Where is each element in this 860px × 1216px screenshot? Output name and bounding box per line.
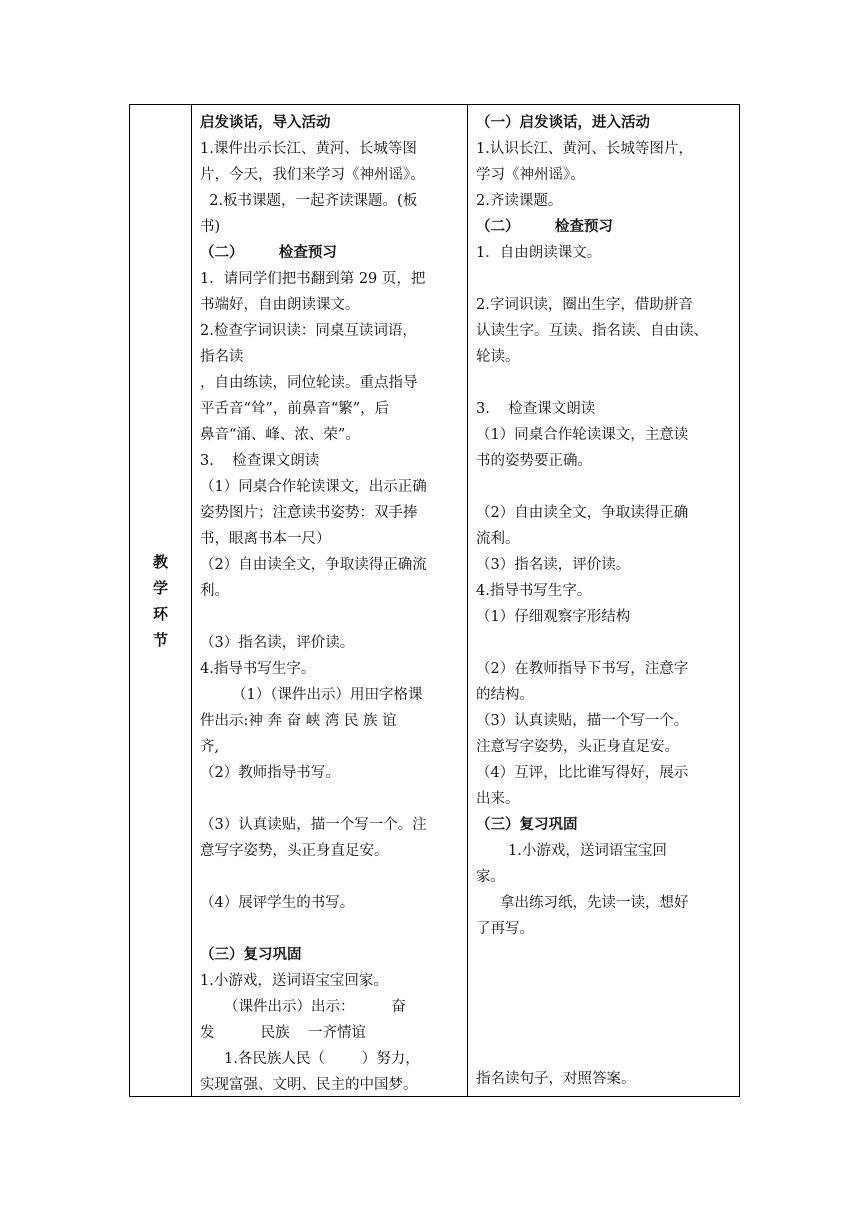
- text-line: 1．自由朗读课文。: [476, 245, 602, 261]
- blank-line: [476, 630, 731, 656]
- text-line: 4.指导书写生字。: [476, 583, 592, 599]
- teacher-activity-cell: [192, 105, 468, 1096]
- text-line: 家。: [476, 869, 505, 885]
- text-line: 流利。: [476, 531, 520, 547]
- student-final-line: 指名读句子，对照答案。: [476, 1071, 636, 1087]
- section-label: [153, 549, 168, 653]
- text-line: 1．请同学们把书翻到第 29 页，把: [200, 271, 426, 287]
- section-label-cell: [130, 105, 192, 1096]
- text-line: 指名读: [200, 349, 244, 365]
- text-line: 2.齐读课题。: [476, 193, 563, 209]
- text-line: 认读生字。互读、指名读、自由读、: [476, 323, 708, 339]
- text-line: 启发谈话，导入活动: [200, 114, 331, 131]
- text-line: 学习《神州谣》。: [476, 167, 585, 183]
- text-line: ，自由练读，同位轮读。重点指导: [200, 375, 418, 391]
- text-line: 平舌音“耸”，前鼻音“繁”，后: [200, 401, 390, 417]
- text-line: （3）认真读贴，描一个写一个。: [476, 713, 689, 729]
- text-line: 2.板书课题，一起齐读课题。(板: [200, 193, 418, 209]
- text-line: （三）复习巩固: [476, 816, 578, 833]
- text-line: （1）（课件出示）用田字格课: [232, 687, 423, 703]
- text-line: 书的姿势要正确。: [476, 453, 592, 469]
- text-line: 出来。: [476, 791, 520, 807]
- text-line: （4）展评学生的书写。: [200, 895, 355, 911]
- student-lines: [476, 110, 731, 942]
- text-line: 1.小游戏，送词语宝宝回家。: [200, 973, 388, 989]
- text-line: 姿势图片；注意读书姿势：双手捧: [200, 505, 418, 521]
- blank-line: [476, 474, 731, 500]
- text-line: 利。: [200, 583, 229, 599]
- text-line: （2）在教师指导下书写，注意字: [476, 661, 689, 677]
- text-line: 片，今天，我们来学习《神州谣》。: [200, 167, 425, 183]
- text-line: 书): [200, 219, 221, 235]
- text-line: 件出示:神 奔 奋 峡 湾 民 族 谊: [200, 713, 397, 729]
- text-line: 1.小游戏，送词语宝宝回: [508, 843, 667, 859]
- student-activity-cell: [468, 105, 739, 1096]
- text-line: 1.课件出示长江、黄河、长城等图: [200, 141, 417, 157]
- text-line: 齐,: [200, 739, 220, 755]
- text-line: 轮读。: [476, 349, 520, 365]
- text-line: （4）互评，比比谁写得好，展示: [476, 765, 689, 781]
- blank-line: [200, 604, 459, 630]
- text-line: （1）仔细观察字形结构: [476, 609, 631, 625]
- text-line: （二） 检查预习: [200, 244, 337, 261]
- section-label-char: 学: [152, 578, 168, 597]
- section-label-char: 教: [152, 552, 168, 571]
- text-line: 意写字姿势，头正身直足安。: [200, 843, 389, 859]
- blank-line: [476, 370, 731, 396]
- text-line: 1.各民族人民（ ）努力，: [224, 1051, 420, 1067]
- text-line: （3）指名读，评价读。: [476, 557, 631, 573]
- text-line: 实现富强、文明、民主的中国梦。: [200, 1077, 418, 1093]
- text-line: 3. 检查课文朗读: [476, 401, 596, 417]
- text-line: （一）启发谈话，进入活动: [476, 114, 650, 131]
- text-line: （3）指名读，评价读。: [200, 635, 355, 651]
- text-line: （2）教师指导书写。: [200, 765, 340, 781]
- text-line: 4.指导书写生字。: [200, 661, 316, 677]
- text-line: 注意写字姿势，头正身直足安。: [476, 739, 679, 755]
- text-line: 3. 检查课文朗读: [200, 453, 320, 469]
- text-line: 的结构。: [476, 687, 534, 703]
- text-line: 书，眼离书本一尺）: [200, 531, 331, 547]
- text-line: 了再写。: [476, 921, 534, 937]
- section-label-char: 节: [152, 630, 168, 649]
- text-line: （2）自由读全文，争取读得正确: [476, 505, 689, 521]
- text-line: 书端好，自由朗读课文。: [200, 297, 360, 313]
- text-line: 2.检查字词识读：同桌互读词语，: [200, 323, 417, 339]
- text-line: （1）同桌合作轮读课文，主意读: [476, 427, 689, 443]
- text-line: 2.字词识读，圈出生字，借助拼音: [476, 297, 693, 313]
- blank-line: [476, 266, 731, 292]
- text-line: （二） 检查预习: [476, 218, 613, 235]
- blank-line: [200, 864, 459, 890]
- text-line: （三）复习巩固: [200, 946, 302, 963]
- text-line: （课件出示）出示： 奋: [224, 999, 406, 1015]
- text-line: 拿出练习纸，先读一读，想好: [500, 895, 689, 911]
- lesson-table: [129, 104, 740, 1097]
- text-line: 鼻音“涌、峰、浓、荣”。: [200, 427, 360, 443]
- text-line: 1.认识长江、黄河、长城等图片，: [476, 141, 693, 157]
- text-line: （3）认真读贴，描一个写一个。注: [200, 817, 427, 833]
- text-line: （2）自由读全文，争取读得正确流: [200, 557, 427, 573]
- blank-line: [200, 916, 459, 942]
- text-line: 发 民族 一齐情谊: [200, 1025, 367, 1041]
- section-label-char: 环: [152, 604, 168, 623]
- text-line: （1）同桌合作轮读课文，出示正确: [200, 479, 427, 495]
- blank-line: [200, 786, 459, 812]
